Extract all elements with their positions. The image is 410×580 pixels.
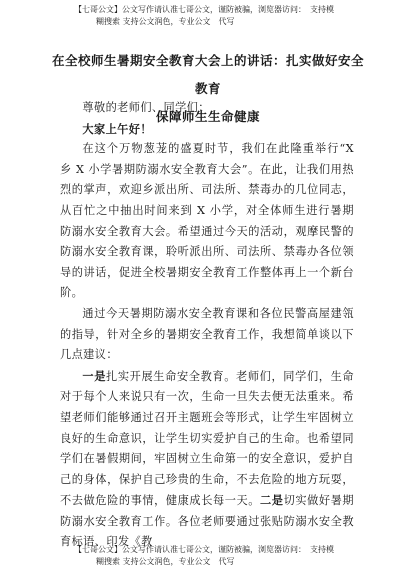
paragraph-2: 通过今天暑期防溺水安全教育课和各位民警高屋建瓴的指导，针对全乡的暑期安全教育工作，我想简单谈以下几点建议： (60, 306, 354, 362)
header-line-2: 糊搜索 支持公文润色，专业公文 代写 (96, 17, 235, 26)
document-body (60, 98, 354, 553)
point-one-lead: 一是 (82, 368, 107, 383)
page-header (74, 4, 394, 28)
footer-line-1: 【七哥公文】公文写作请认准七哥公文，谨防被骗，浏览器访问： 支持模 (74, 545, 334, 554)
paragraph-1: 在这个万物葱茏的盛夏时节，我们在此隆重举行“X 乡 X 小学暑期防溺水安全教育大会”。在此，让我们用热烈的掌声，欢迎乡派出所、司法所、禁毒办的几位同志，从百忙之中抽出时间来到 X 小学，对全体师生进行暑期防溺水安全教育大会。希望通过今天的活动，观摩民警的防溺水安全教育课，聆听派出所、司法所、禁毒办各位领导的讲话，促进全校暑期安全教育工作整体再上一个新台阶。 (60, 142, 354, 300)
point-two-lead: 二是 (260, 493, 284, 508)
point-two-text: 切实做好暑期防溺水安全教育工作。各位老师要通过张贴防溺水安全教育标语、印发《教 (60, 494, 354, 549)
header-line-1: 【七哥公文】公文写作请认准七哥公文，谨防被骗，浏览器访问： 支持模 (74, 5, 334, 14)
salutation: 尊敬的老师们、同学们： (82, 101, 210, 114)
title-line-1: 在全校师生暑期安全教育大会上的讲话：扎实做好安全教育 (51, 53, 364, 96)
title-line-2: 保障师生生命健康 (155, 109, 260, 124)
point-one-text: 扎实开展生命安全教育。老师们，同学们，生命对于每个人来说只有一次，生命一旦失去便无法重来。希望老师们能够通过召开主题班会等形式，让学生牢固树立良好的生命意识，让学生切实爱护自己的生命。也希望同学们在暑假期间，牢固树立生命第一的安全意识，爱护自己的身体，保护自己珍贵的生命，不去危险的地方玩耍，不去做危险的事情，健康成长每一天。 (60, 369, 354, 508)
greeting: 大家上午好！ (82, 121, 152, 136)
page-footer (74, 544, 394, 568)
paragraph-3 (60, 366, 354, 553)
footer-line-2: 糊搜索 支持公文润色，专业公文 代写 (96, 557, 235, 566)
